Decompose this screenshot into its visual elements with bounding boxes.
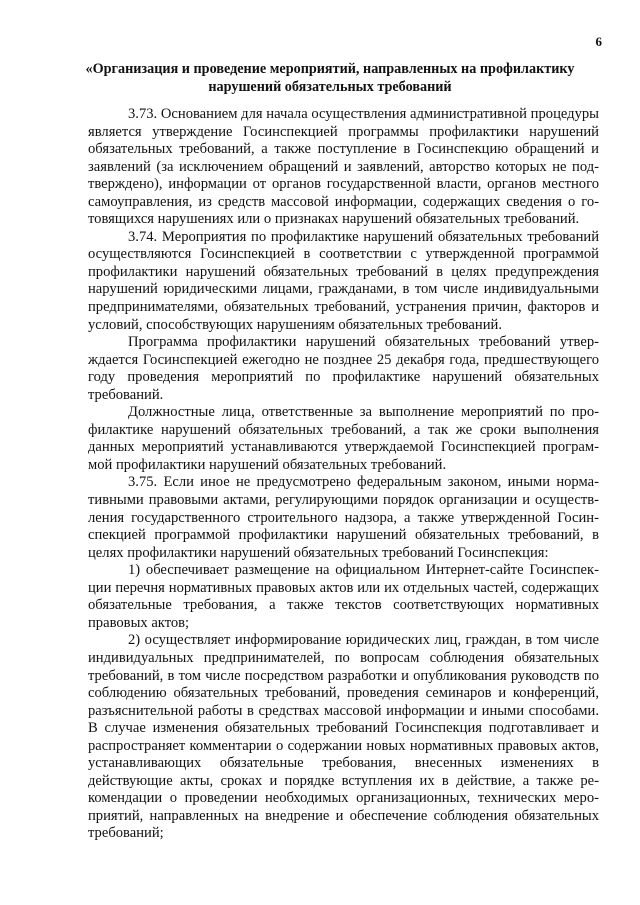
section-title: «Организация и проведение мероприятий, направленных на профилактику нарушений обязательных требований bbox=[85, 61, 575, 95]
paragraph-responsible-officials: Должностные лица, ответственные за выполнение мероприятий по профилактике нарушений обязательных требований, а так же сроки выполнения данных мероприятий устанавливаются утверждаемой Госинспекцией программой профилактики нарушений обязательных требований. bbox=[88, 404, 599, 473]
paragraph-3-75: 3.75. Если иное не предусмотрено федеральным законом, иными нормативными правовыми актами, регулирующими порядок организации и осуществления государственного строительного надзора, а также утвержденной Госинспекцией программой профилактики нарушений обязательных требований, в целях профилактики нарушений обязательных требований Госинспекция: bbox=[88, 474, 599, 561]
list-item-1: 1) обеспечивает размещение на официальном Интернет-сайте Госинспекции перечня нормативных правовых актов или их отдельных частей, содержащих обязательные требования, а также текстов соответствующих нормативных правовых актов; bbox=[88, 562, 599, 631]
page-number: 6 bbox=[595, 34, 602, 49]
paragraph-3-74: 3.74. Мероприятия по профилактике нарушений обязательных требований осуществляются Госинспекцией в соответствии с утвержденной программой профилактики нарушений обязательных требований в целях предупреждения нарушений юридическими лицами, гражданами, в том числе индивидуальными предпринимателями, обязательных требований, устранения причин, факторов и условий, способствующих нарушениям обязательных требований. bbox=[88, 228, 599, 333]
paragraph-program-approval: Программа профилактики нарушений обязательных требований утверждается Госинспекцией ежегодно не позднее 25 декабря года, предшествующего году проведения мероприятий по профилактике нарушений обязательных требований. bbox=[88, 334, 599, 403]
body-text bbox=[88, 106, 599, 843]
list-item-2: 2) осуществляет информирование юридических лиц, граждан, в том числе индивидуальных предпринимателей, по вопросам соблюдения обязательных требований, в том числе посредством разработки и опубликования руководств по соблюдению обязательных требований, проведения семинаров и конференций, разъяснительной работы в средствах массовой информации и иными способами. В случае изменения обязательных требований Госинспекция подготавливает и распространяет комментарии о содержании новых нормативных правовых актов, устанавливающих обязательные требования, внесенных изменениях в действующие акты, сроках и порядке вступления их в действие, а также рекомендации о проведении необходимых организационных, технических мероприятий, направленных на внедрение и обеспечение соблюдения обязательных требований; bbox=[88, 632, 599, 842]
paragraph-3-73: 3.73. Основанием для начала осуществления административной процедуры является утверждение Госинспекцией программы профилактики нарушений обязательных требований, а также поступление в Госинспекцию обращений и заявлений (за исключением обращений и заявлений, авторство которых не подтверждено), информации от органов государственной власти, органов местного самоуправления, из средств массовой информации, содержащих сведения о готовящихся нарушениях или о признаках нарушений обязательных требований. bbox=[88, 106, 599, 228]
